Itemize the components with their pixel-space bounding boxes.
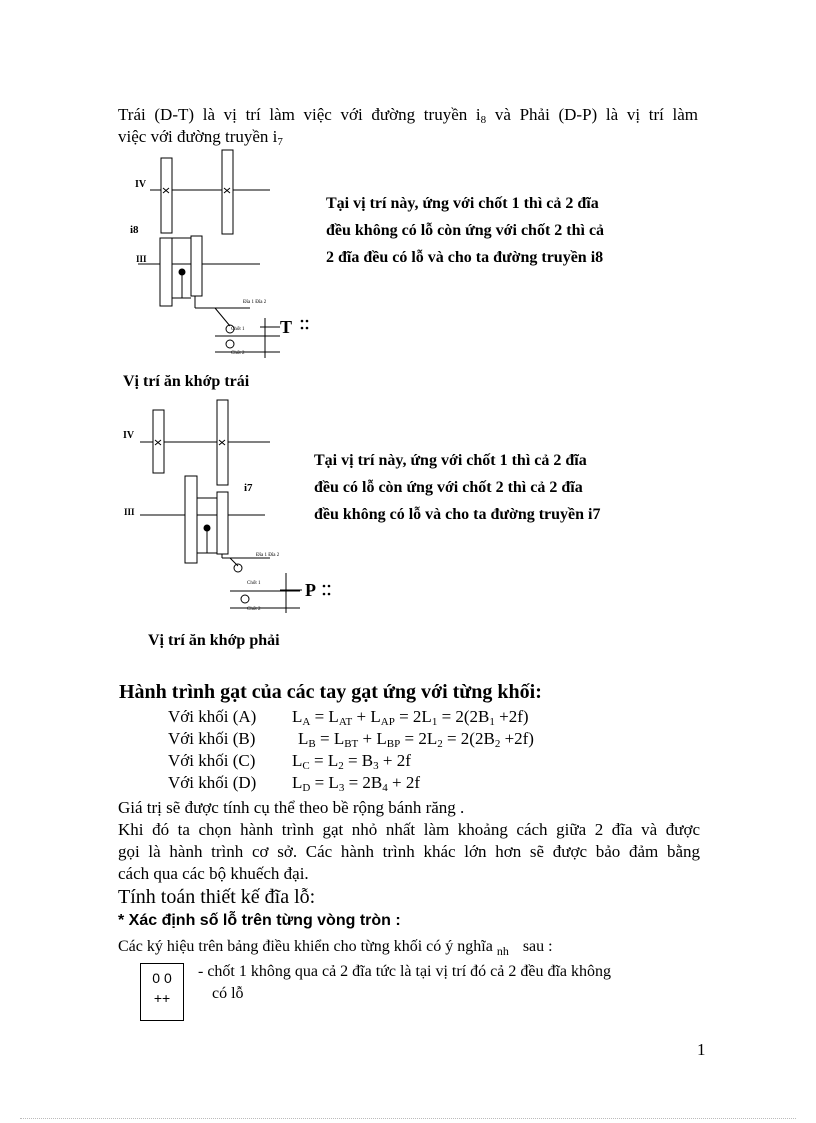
section2-para-text: Các ký hiệu trên bảng điều khiển cho từng khối có ý nghĩa (118, 938, 493, 955)
gear-iv-1 (161, 158, 172, 233)
bullet-line: có lỗ (212, 985, 244, 1002)
label-iv: IV (135, 179, 147, 190)
intro-paragraph (118, 104, 698, 148)
gear-iii-1 (160, 238, 172, 306)
formula-label: Với khối (B) (168, 729, 256, 748)
diagram-left-engagement (120, 148, 320, 363)
label-pos-t: T (280, 317, 293, 337)
formula-row (168, 772, 608, 794)
label-disks: Đĩa 1 Đĩa 2 (256, 553, 280, 558)
formula-text: $L_B = L_{BT} + L_{BP} = 2L_2 = 2(2B_2 +2f)$ (298, 729, 534, 750)
intro-line1: Trái (D-T) là vị trí làm việc với đường truyền i (118, 105, 481, 124)
section2-para-end: sau : (522, 938, 553, 955)
diagram-right-engagement (120, 398, 340, 618)
diagram1-note-line: Tại vị trí này, ứng với chốt 1 thì cả 2 đĩa (326, 195, 599, 212)
section1-para2-line: Khi đó ta chọn hành trình gạt nhỏ nhất làm khoảng cách giữa 2 đĩa và được (118, 820, 700, 839)
page-number: 1 (697, 1040, 706, 1059)
label-iii: III (124, 507, 135, 517)
dots-icon (301, 320, 309, 330)
intro-sub-7: 7 (277, 136, 283, 148)
diagram2-svg (120, 398, 340, 618)
bullet-text (198, 961, 698, 1005)
label-iv: IV (123, 430, 135, 441)
section2-subheading: * Xác định số lỗ trên từng vòng tròn : (118, 912, 401, 929)
gear-iv-2 (222, 150, 233, 234)
section1-body (118, 797, 700, 885)
formula-text: $L_A = L_{AT} + L_{AP} = 2L_1 = 2(2B_1 +2f)$ (292, 707, 529, 728)
section1-heading: Hành trình gạt của các tay gạt ứng với từng khối: (119, 681, 542, 703)
footer-divider (20, 1118, 796, 1119)
intro-sub-8: 8 (480, 114, 487, 126)
formula-list (168, 706, 608, 794)
diagram1-note-line: 2 đĩa đều có lỗ và cho ta đường truyền i8 (326, 249, 604, 266)
diagram2-caption: Vị trí ăn khớp phải (148, 632, 280, 649)
diagram1-caption: Vị trí ăn khớp trái (123, 373, 250, 390)
diagram1-svg (120, 148, 320, 363)
control-symbol-box (140, 963, 184, 1021)
label-i8: i8 (130, 224, 139, 236)
box-bottom: ++ (153, 990, 171, 1006)
section1-para1: Giá trị sẽ được tính cụ thể theo bề rộng bánh răng . (118, 798, 465, 817)
gear-iii-2 (191, 236, 202, 296)
label-iii: III (136, 254, 147, 264)
section1-para2-line: cách qua các bộ khuếch đại. (118, 864, 309, 883)
label-pin2: Chốt 2 (247, 607, 261, 612)
intro-line1-b: và Phải (D-P) là vị trí làm (486, 105, 698, 124)
diagram1-note (326, 190, 656, 271)
formula-label: Với khối (D) (168, 773, 257, 792)
diagram2-note-line: đều có lỗ còn ứng với chốt 2 thì cả 2 đĩa (314, 479, 583, 496)
label-i7: i7 (244, 482, 253, 494)
formula-text: $L_C = L_2 = B_3 + 2f$ (292, 751, 411, 772)
formula-label: Với khối (A) (168, 707, 257, 726)
section2-para (118, 936, 553, 962)
formula-text: $L_D = L_3 = 2B_4 + 2f$ (292, 773, 421, 794)
label-pin2: Chốt 2 (231, 351, 245, 356)
formula-row (168, 728, 608, 750)
formula-row (168, 750, 608, 772)
diagram2-note-line: đều không có lỗ và cho ta đường truyền i7 (314, 506, 601, 523)
intro-line2: việc với đường truyền i (118, 127, 278, 146)
section1-para2-line: gọi là hành trình cơ sở. Các hành trình khác lớn hơn sẽ được bảo đảm bằng (118, 842, 700, 861)
diagram1-note-line: đều không có lỗ còn ứng với chốt 2 thì cả (326, 222, 605, 239)
section2-heading: Tính toán thiết kế đĩa lỗ: (118, 886, 316, 908)
dots-icon (323, 585, 331, 596)
label-disks: Đĩa 1 Đĩa 2 (243, 300, 267, 305)
diagram2-note (314, 447, 654, 528)
bullet-line: - chốt 1 không qua cả 2 đĩa tức là tại vị trí đó cả 2 đều đĩa không (198, 963, 611, 980)
formula-row (168, 706, 608, 728)
label-pin1: Chốt 1 (231, 327, 245, 332)
label-pos-p: P (305, 580, 316, 600)
diagram2-note-line: Tại vị trí này, ứng với chốt 1 thì cả 2 đĩa (314, 452, 587, 469)
formula-label: Với khối (C) (168, 751, 256, 770)
box-top: 0 0 (152, 970, 172, 986)
label-pin1: Chốt 1 (247, 581, 261, 586)
section2-para-small: nh (496, 944, 509, 958)
